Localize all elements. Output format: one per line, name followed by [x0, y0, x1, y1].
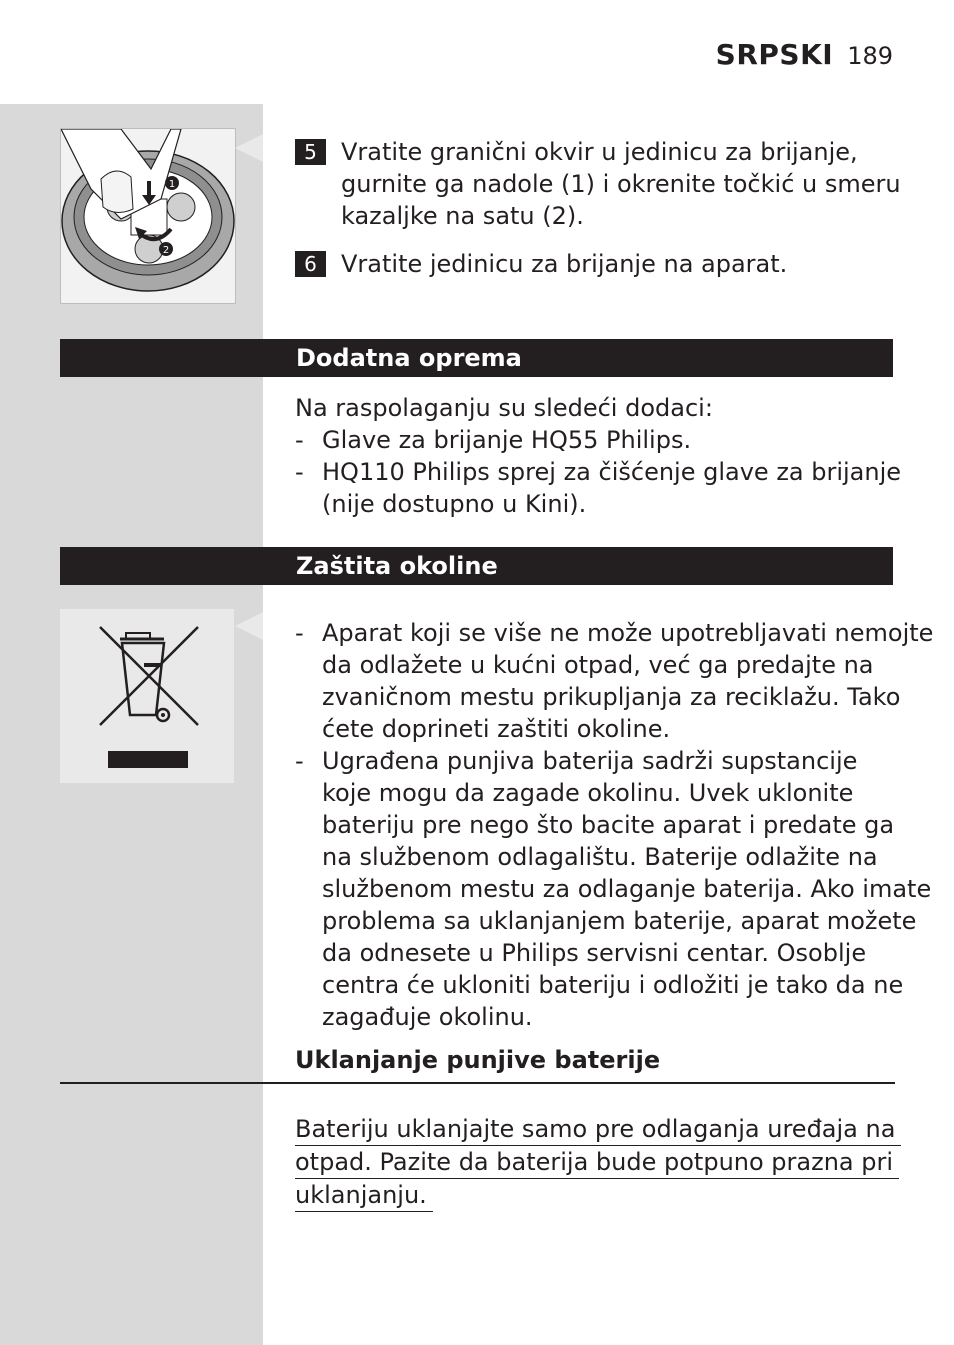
step-6: [295, 248, 787, 280]
step-line: Vratite jedinicu za brijanje na aparat.: [341, 250, 788, 278]
warning-line: uklanjanju.: [295, 1179, 433, 1212]
section-heading-accessories: Dodatna oprema: [60, 339, 893, 377]
step-number: 5: [295, 139, 326, 165]
warning-line: otpad. Pazite da baterija bude potpuno prazna pri: [295, 1146, 899, 1179]
language-label: SRPSKI: [715, 38, 834, 71]
accessories-text: [295, 392, 901, 520]
list-item: - HQ110 Philips sprej za čišćenje glave za brijanje (nije dostupno u Kini).: [295, 458, 902, 518]
step-5: [295, 136, 901, 232]
step-line: Vratite granični okvir u jedinicu za brijanje,: [341, 138, 858, 166]
section-divider: [60, 1082, 895, 1084]
environment-text: [295, 617, 933, 1033]
weee-bin-illustration: [60, 609, 234, 783]
crossed-bin-icon: [60, 609, 234, 783]
callout-2: 2: [162, 245, 170, 256]
step-number: 6: [295, 251, 326, 277]
section-heading-environment: Zaštita okoline: [60, 547, 893, 585]
warning-line: Bateriju uklanjajte samo pre odlaganja uređaja na: [295, 1113, 901, 1146]
list-item: - Glave za brijanje HQ55 Philips.: [295, 426, 692, 454]
shaving-unit-illustration: [60, 128, 236, 304]
page-header: [716, 38, 893, 71]
battery-warning: [295, 1113, 901, 1212]
figure-pointer: [235, 134, 263, 162]
list-item: - Aparat koji se više ne može upotrebljavati nemojte da odlažete u kućni otpad, već ga predajte na zvaničnom mestu prikupljanja za reciklažu. Tako ćete doprineti zaštiti okoline.: [295, 619, 934, 743]
list-item: - Ugrađena punjiva baterija sadrži supstancije koje mogu da zagade okolinu. Uvek uklonite bateriju pre nego što bacite aparat i predate ga na službenom odlagalištu. Baterije odlažite na službenom mestu za odlaganje baterija. Ako imate problema sa uklanjanjem baterije, aparat možete da odnesete u Philips servisni centar. Osoblje centra će ukloniti bateriju i odložiti je tako da ne zagađuje okolinu.: [295, 747, 932, 1031]
callout-1: 1: [168, 179, 176, 190]
subheading-battery-removal: Uklanjanje punjive baterije: [295, 1046, 661, 1074]
figure-pointer: [235, 612, 263, 640]
page-number: 189: [847, 42, 893, 70]
accessories-intro: Na raspolaganju su sledeći dodaci:: [295, 394, 713, 422]
step-line: kazaljke na satu (2).: [341, 202, 584, 230]
shaver-head-drawing: [61, 129, 235, 303]
step-line: gurnite ga nadole (1) i okrenite točkić u smeru: [341, 170, 901, 198]
